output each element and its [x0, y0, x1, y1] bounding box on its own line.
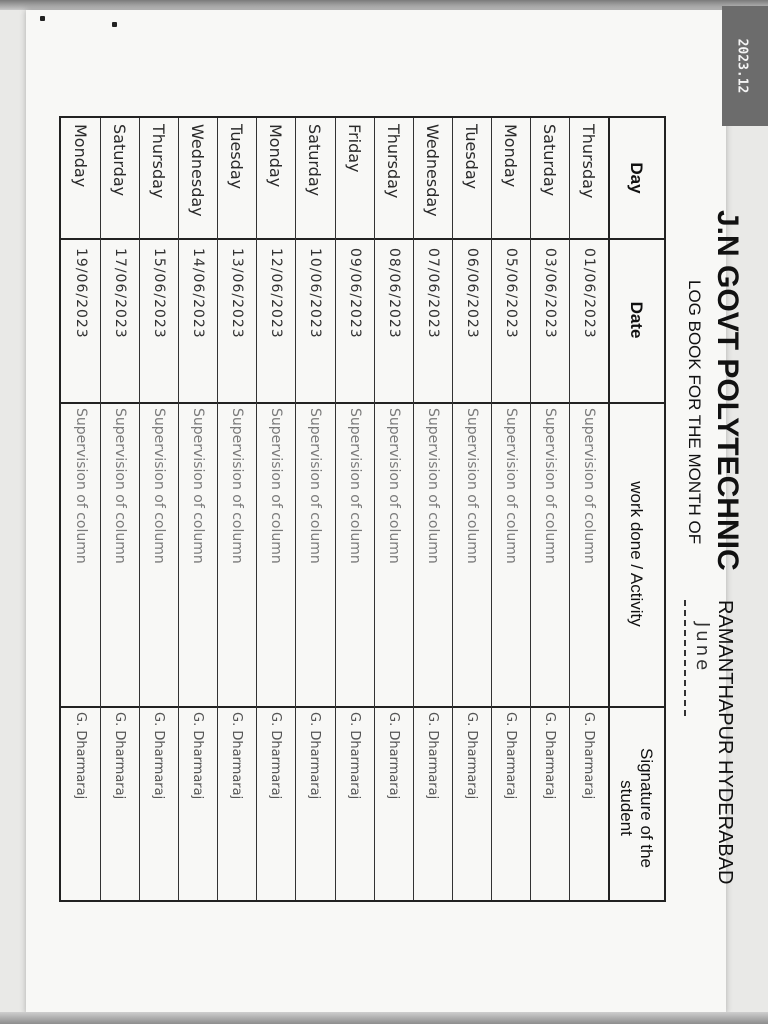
row-date: 09/06/2023: [346, 248, 363, 339]
table-header: [608, 118, 664, 900]
row-signature: G. Dharmaraj: [385, 712, 401, 800]
row-work: Supervision of column: [190, 408, 207, 564]
row-day: Wednesday: [422, 124, 442, 217]
row-work: Supervision of column: [112, 408, 129, 564]
row-signature: G. Dharmaraj: [268, 712, 284, 800]
row-signature: G. Dharmaraj: [151, 712, 167, 800]
row-signature: G. Dharmaraj: [307, 712, 323, 800]
row-date: 19/06/2023: [73, 248, 90, 339]
row-date: 03/06/2023: [541, 248, 558, 339]
row-date: 12/06/2023: [268, 248, 285, 339]
row-signature: G. Dharmaraj: [581, 712, 596, 800]
table-row: [295, 118, 334, 900]
row-day: Saturday: [305, 124, 325, 197]
row-date: 06/06/2023: [463, 248, 480, 339]
row-work: Supervision of column: [151, 408, 168, 564]
row-day: Saturday: [539, 124, 559, 197]
table-row: [256, 118, 295, 900]
log-book-label: LOG BOOK FOR THE MONTH OF: [685, 280, 704, 545]
row-work: Supervision of column: [463, 408, 480, 564]
table-row: [61, 118, 100, 900]
row-day: Monday: [500, 124, 520, 188]
row-day: Thursday: [149, 124, 169, 199]
table-row: [569, 118, 608, 900]
scan-stamp: 2023.12: [734, 38, 750, 94]
row-day: Saturday: [110, 124, 130, 197]
row-signature: G. Dharmaraj: [424, 712, 440, 800]
row-signature: G. Dharmaraj: [112, 712, 128, 800]
table-row: [413, 118, 452, 900]
row-day: Friday: [344, 124, 364, 173]
row-date: 05/06/2023: [502, 248, 519, 339]
row-work: Supervision of column: [581, 408, 597, 564]
row-date: 01/06/2023: [581, 248, 597, 339]
row-date: 17/06/2023: [112, 248, 129, 339]
row-date: 08/06/2023: [385, 248, 402, 339]
row-work: Supervision of column: [424, 408, 441, 564]
row-signature: G. Dharmaraj: [463, 712, 479, 800]
row-signature: G. Dharmaraj: [346, 712, 362, 800]
row-date: 10/06/2023: [307, 248, 324, 339]
row-date: 14/06/2023: [190, 248, 207, 339]
row-day: Monday: [266, 124, 286, 188]
log-month: June: [692, 622, 713, 674]
row-work: Supervision of column: [73, 408, 90, 564]
header-day: Day: [627, 162, 646, 194]
row-work: Supervision of column: [268, 408, 285, 564]
row-day: Monday: [71, 124, 91, 188]
table-row: [491, 118, 530, 900]
row-signature: G. Dharmaraj: [73, 712, 89, 800]
row-day: Wednesday: [188, 124, 208, 217]
row-signature: G. Dharmaraj: [502, 712, 518, 800]
row-day: Tuesday: [461, 124, 481, 190]
row-date: 07/06/2023: [424, 248, 441, 339]
row-work: Supervision of column: [385, 408, 402, 564]
row-signature: G. Dharmaraj: [190, 712, 206, 800]
row-work: Supervision of column: [502, 408, 519, 564]
table-row: [178, 118, 217, 900]
table-row: [452, 118, 491, 900]
row-day: Tuesday: [227, 124, 247, 190]
table-row: [217, 118, 256, 900]
row-work: Supervision of column: [346, 408, 363, 564]
table-row: [530, 118, 569, 900]
row-day: Thursday: [383, 124, 403, 199]
row-signature: G. Dharmaraj: [229, 712, 245, 800]
header-signature: Signature of the student: [617, 747, 656, 869]
header-date: Date: [627, 301, 646, 339]
row-date: 15/06/2023: [151, 248, 168, 339]
row-signature: G. Dharmaraj: [541, 712, 557, 800]
row-work: Supervision of column: [307, 408, 324, 564]
log-table: [59, 116, 666, 902]
row-date: 13/06/2023: [229, 248, 246, 339]
table-body: [61, 118, 608, 900]
institution-title: J.N GOVT POLYTECHNIC: [711, 210, 744, 571]
table-row: [374, 118, 413, 900]
row-day: Thursday: [579, 124, 598, 199]
institution-address: RAMANTHAPUR HYDERABAD: [714, 600, 736, 885]
row-work: Supervision of column: [229, 408, 246, 564]
row-work: Supervision of column: [541, 408, 558, 564]
table-row: [139, 118, 178, 900]
table-row: [335, 118, 374, 900]
table-row: [100, 118, 139, 900]
header-work: work done / Activity: [627, 481, 646, 627]
